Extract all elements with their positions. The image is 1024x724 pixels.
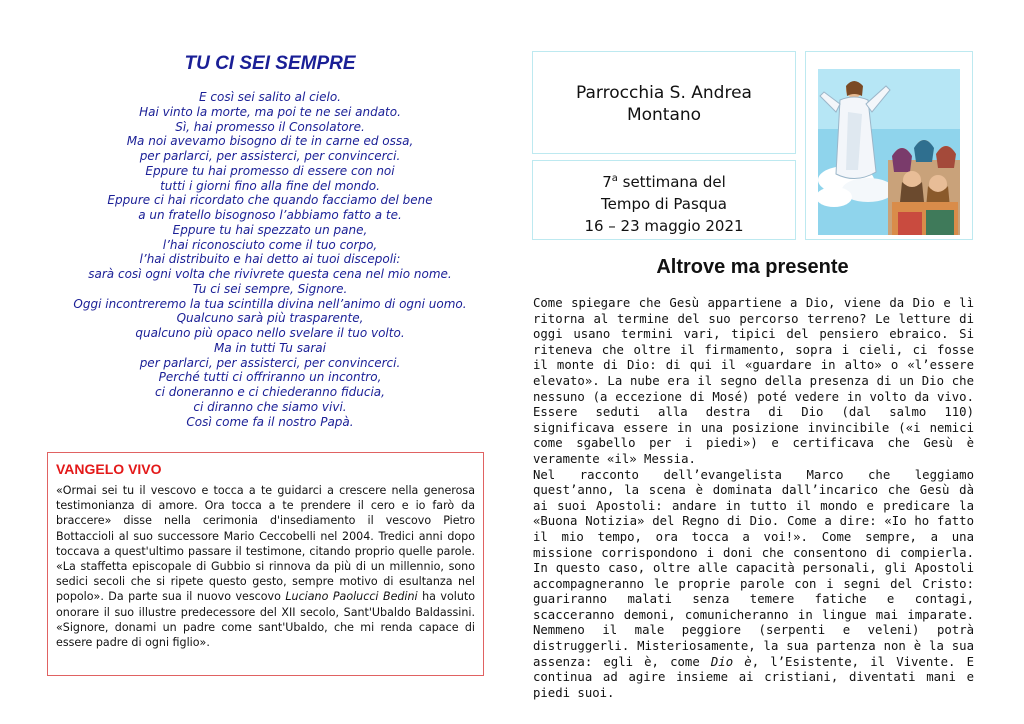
vangelo-text — [56, 483, 475, 650]
parish-name — [533, 82, 795, 126]
article-p2-italic: Dio è — [710, 654, 752, 669]
article-p2-part1: Nel racconto dell’evangelista Marco che leggiamo quest’anno, la scena è dominata dall’incarico che Gesù dà ai suoi Apostoli: andare in tutto il mondo e predicare la «Buona Notizia» del Regno di Dio. Come a dire: «Io ho fatto il mio tempo, ora tocca a voi!». Come sempre, a una missione corrispondono i doni che consentono di compierla. In questo caso, oltre alle capacità personali, gli Apostoli accompagneranno le proprie parole con i segni del Cristo: guariranno malati senza temere fatiche e contagi, scacceranno demoni, comunicheranno in lingue mai imparate. Nemmeno il male peggiore (serpenti e veleni) potrà distruggerli. Misteriosamente, la sua partenza non è la sua assenza: egli è, come — [533, 467, 974, 669]
poem-line: Sì, hai promesso il Consolatore. — [175, 119, 365, 134]
poem-line: per parlarci, per assisterci, per convincerci. — [139, 149, 401, 163]
poem-line: Perché tutti ci offriranno un incontro, — [158, 370, 382, 385]
poem-line: Oggi incontreremo la tua scintilla divina nell’animo di ogni uomo. — [73, 296, 467, 311]
week-sup: a — [611, 173, 618, 184]
ascension-illustration — [806, 52, 972, 239]
image-box — [805, 51, 973, 240]
poem-line: per parlarci, per assisterci, per convincerci. — [139, 355, 401, 370]
poem-line: a un fratello bisognoso l’abbiamo fatto a te. — [138, 208, 402, 222]
parish-line-1: Parrocchia S. Andrea — [576, 83, 752, 103]
poem-line: ci doneranno e ci chiederanno fiducia, — [155, 385, 385, 399]
poem-line: l’hai distribuito e hai detto ai tuoi discepoli: — [139, 252, 401, 267]
poem-line: Hai vinto la morte, ma poi te ne sei andato. — [139, 104, 401, 119]
vangelo-title: VANGELO VIVO — [56, 461, 162, 477]
season: Tempo di Pasqua — [601, 195, 727, 213]
poem-title: TU CI SEI SEMPRE — [184, 53, 356, 74]
poem-line: Ma noi avevamo bisogno di te in carne ed ossa, — [126, 134, 414, 149]
poem-line: tutti i giorni fino alla fine del mondo. — [160, 178, 380, 193]
article-body — [533, 296, 974, 701]
week-line — [533, 168, 795, 193]
poem-line: Qualcuno sarà più trasparente, — [176, 311, 364, 326]
poem-line: Ma in tutti Tu sarai — [214, 340, 326, 355]
poem-line: Tu ci sei sempre, Signore. — [192, 281, 348, 296]
poem-line: qualcuno più opaco nello svelare il tuo volto. — [135, 326, 405, 340]
vangelo-text-part1: «Ormai sei tu il vescovo e tocca a te guidarci a crescere nella generosa testimonianza di amore. Ora tocca a te prendere il cero e io farò da braccere» disse nella cerimonia d'insediamento il vescovo Pietro Bottaccioli al suo successore Mario Ceccobelli nel 2004. Tredici anni dopo toccava a quest'ultimo passare il testimone, citando proprio quelle parole. «La staffetta episcopale di Gubbio si rinnova da più di un millennio, sono sedici secoli che si ripete questo gesto, sempre motivo di esultanza nel popolo». Da parte sua il nuovo vescovo — [56, 484, 475, 604]
poem-line: Eppure ci hai ricordato che quando facciamo del bene — [107, 193, 433, 208]
article-title: Altrove ma presente — [656, 256, 849, 278]
week-text: settimana del — [617, 173, 726, 191]
poem-line: sarà così ogni volta che rivivrete questa cena nel mio nome. — [88, 267, 452, 281]
article-paragraph-1: Come spiegare che Gesù appartiene a Dio, viene da Dio e lì ritorna al termine del suo percorso terreno? Le letture di oggi usano termini vari, tipici del pensiero ebraico. Si riteneva che oltre il firmamento, sopra i cieli, ci fosse il monte di Dio: di qui il «guardare in alto» o «l’essere elevato». La nube era il segno della presenza di un Dio che nessuno (a eccezione di Mosé) poté vedere in volto da vivo. Essere seduti alla destra di Dio (dal salmo 110) significava essere in una posizione invincibile («i nemici come sgabello per i piedi») e certificava che Gesù è veramente «il» Messia. — [533, 296, 974, 466]
week-info — [533, 168, 795, 237]
poem-line: l’hai riconosciuto come il tuo corpo, — [162, 237, 378, 252]
poem-line: Eppure tu hai promesso di essere con noi — [145, 163, 395, 178]
dates: 16 – 23 maggio 2021 — [584, 217, 744, 235]
vangelo-vivo-box — [47, 452, 484, 676]
parish-box — [532, 51, 796, 154]
poem-text — [45, 90, 495, 429]
week-number: 7 — [602, 173, 612, 191]
article-p2-part2: , l’Esistente, il Vivente. E continua ad agire insieme ai cristiani, diventati mani e piedi suoi. — [533, 654, 975, 700]
poem-line: E così sei salito al cielo. — [199, 90, 341, 104]
poem-line: Così come fa il nostro Papà. — [186, 414, 354, 429]
parish-line-2: Montano — [626, 105, 702, 125]
article-paragraph-2 — [533, 468, 974, 702]
vangelo-text-part2: ha voluto onorare il suo illustre predecessore del XII secolo, Sant'Ubaldo Baldassini. «Signore, donami un padre come sant'Ubaldo, che mi renda capace di essere padre di ogni figlio». — [56, 590, 475, 650]
poem-line: ci diranno che siamo vivi. — [193, 399, 347, 414]
week-box — [532, 160, 796, 240]
vangelo-bishop-name: Luciano Paolucci Bedini — [285, 590, 418, 604]
poem-line: Eppure tu hai spezzato un pane, — [172, 222, 368, 237]
